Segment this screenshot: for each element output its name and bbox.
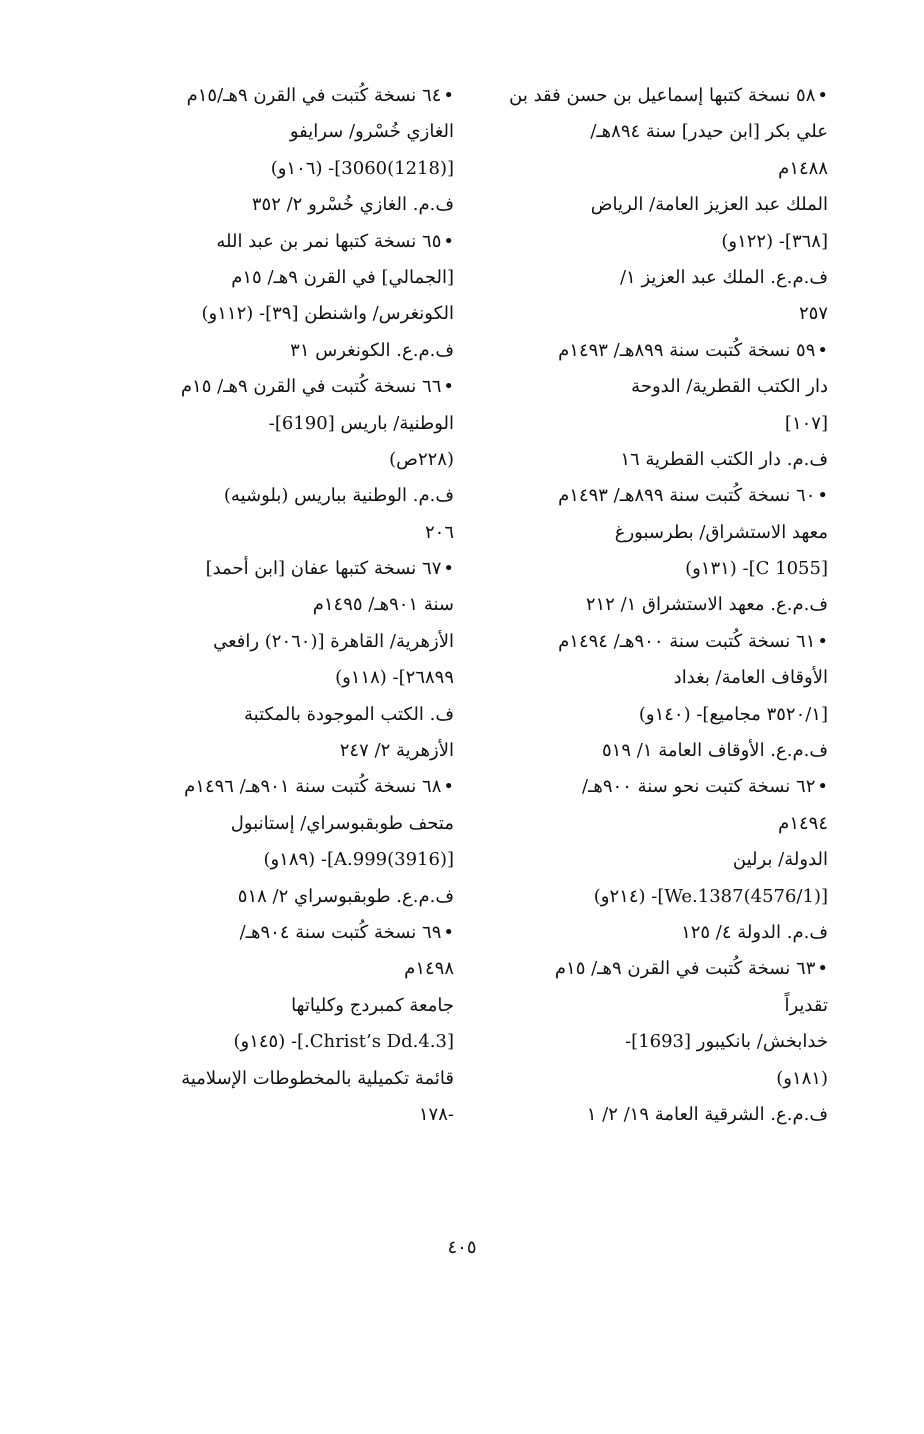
entry-heading-line: • ٦١ نسخة كُتبت سنة ٩٠٠هـ/ ١٤٩٤م [478, 624, 828, 660]
entry-text-line: ٢٠٦ [424, 521, 454, 543]
entry-text-line: ف.م.ع. الكونغرس ٣١ [290, 339, 454, 361]
entry-heading-line: • ٦٧ نسخة كتبها عفان [ابن أحمد] [104, 551, 454, 587]
entry-text-line: [(3916)A.999]- (١٨٩و) [263, 849, 454, 871]
entry-heading-line: • ٥٨ نسخة كتبها إسماعيل بن حسن فقد بن [478, 78, 828, 114]
entry-text-line: ف.م.ع. الأوقاف العامة ١/ ٥١٩ [601, 740, 828, 762]
entry-text-line: ١٤٩٤م [778, 812, 828, 834]
entry-text-line: الوطنية/ باريس [6190]- [268, 412, 454, 434]
left-column [104, 78, 454, 1133]
entry-text-line: ١٤٨٨م [778, 157, 828, 179]
entry-text-line: ف.م.ع. الشرقية العامة ١٩/ ٢/ ١ [586, 1103, 828, 1125]
entry-text-line: قائمة تكميلية بالمخطوطات الإسلامية [181, 1067, 454, 1089]
entry-text-line: [(1218)3060]- (١٠٦و) [270, 157, 454, 179]
entry-text-line: ف.م. الغازي خُسْرو ٢/ ٣٥٢ [251, 194, 454, 216]
entry-heading-line: • ٥٩ نسخة كُتبت سنة ٨٩٩هـ/ ١٤٩٣م [478, 333, 828, 369]
entry-text-line: ٢٥٧ [798, 303, 828, 325]
entry-text-line: دار الكتب القطرية/ الدوحة [631, 376, 828, 398]
entry-text-line: الملك عبد العزيز العامة/ الرياض [590, 194, 828, 216]
entry-heading-line: • ٦٤ نسخة كُتبت في القرن ٩هـ/١٥م [104, 78, 454, 114]
entry-heading-line: • ٦٨ نسخة كُتبت سنة ٩٠١هـ/ ١٤٩٦م [104, 769, 454, 805]
entry-text-line: ف.م. الوطنية بباريس (بلوشيه) [223, 485, 454, 507]
entry-text-line: -١٧٨ [418, 1103, 454, 1125]
page-number: ٤٠٥ [447, 1237, 477, 1258]
entry-text-line: ف.م. دار الكتب القطرية ١٦ [620, 448, 828, 470]
entry-text-line: الأزهرية/ القاهرة [(٢٠٦٠) رافعي [213, 630, 454, 652]
entry-heading-line: • ٦٦ نسخة كُتبت في القرن ٩هـ/ ١٥م [104, 369, 454, 405]
entry-text-line: تقديراً [784, 994, 828, 1016]
entry-text-line: ف.م.ع. الملك عبد العزيز ١/ [619, 266, 828, 288]
entry-text-line: ف.م. الدولة ٤/ ١٢٥ [681, 921, 828, 943]
entry-text-line: الدولة/ برلين [732, 849, 828, 871]
entry-text-line: [Christ’s Dd.4.3.]- (١٤٥و) [233, 1031, 454, 1053]
entry-text-line: [C 1055]- (١٣١و) [685, 558, 828, 580]
entry-text-line: سنة ٩٠١هـ/ ١٤٩٥م [312, 594, 454, 616]
entry-text-line: الأزهرية ٢/ ٢٤٧ [339, 740, 454, 762]
entry-text-line: [(4576/1)We.1387]- (٢١٤و) [593, 885, 828, 907]
entry-text-line: ف.م.ع. معهد الاستشراق ١/ ٢١٢ [585, 594, 828, 616]
entry-heading-line: • ٦٥ نسخة كتبها نمر بن عبد الله [104, 224, 454, 260]
entry-heading-line: • ٦٠ نسخة كُتبت سنة ٨٩٩هـ/ ١٤٩٣م [478, 478, 828, 514]
entry-text-line: (٢٢٨ص) [389, 448, 454, 470]
entry-text-line: ف.م.ع. طوبقبوسراي ٢/ ٥١٨ [237, 885, 454, 907]
entry-text-line: الغازي خُسْرو/ سرايفو [289, 121, 454, 143]
entry-text-line: [٣٦٨]- (١٢٢و) [721, 230, 828, 252]
entry-heading-line: • ٦٣ نسخة كُتبت في القرن ٩هـ/ ١٥م [478, 951, 828, 987]
entry-text-line: معهد الاستشراق/ بطرسبورغ [614, 521, 828, 543]
entry-text-line: [٣٥٢٠/١ مجاميع]- (١٤٠و) [638, 703, 828, 725]
entry-text-line: [الجمالي] في القرن ٩هـ/ ١٥م [231, 266, 454, 288]
entry-text-line: ١٤٩٨م [404, 958, 454, 980]
entry-text-line: [١٠٧] [784, 412, 828, 434]
entry-text-line: الأوقاف العامة/ بغداد [673, 667, 828, 689]
entry-text-line: الكونغرس/ واشنطن [٣٩]- (١١٢و) [201, 303, 454, 325]
entry-text-line: جامعة كمبردج وكلياتها [291, 994, 454, 1016]
entry-text-line: ف. الكتب الموجودة بالمكتبة [244, 703, 454, 725]
entry-text-line: علي بكر [ابن حيدر] سنة ٨٩٤هـ/ [590, 121, 828, 143]
entry-heading-line: • ٦٢ نسخة كتبت نحو سنة ٩٠٠هـ/ [478, 769, 828, 805]
entry-heading-line: • ٦٩ نسخة كُتبت سنة ٩٠٤هـ/ [104, 915, 454, 951]
entry-text-line: (١٨١و) [776, 1067, 828, 1089]
entry-text-line: متحف طوبقبوسراي/ إستانبول [230, 812, 454, 834]
entry-text-line: ٢٦٨٩٩]- (١١٨و) [335, 667, 454, 689]
right-column [478, 78, 828, 1133]
entry-text-line: خدابخش/ بانكيبور [1693]- [625, 1031, 828, 1053]
